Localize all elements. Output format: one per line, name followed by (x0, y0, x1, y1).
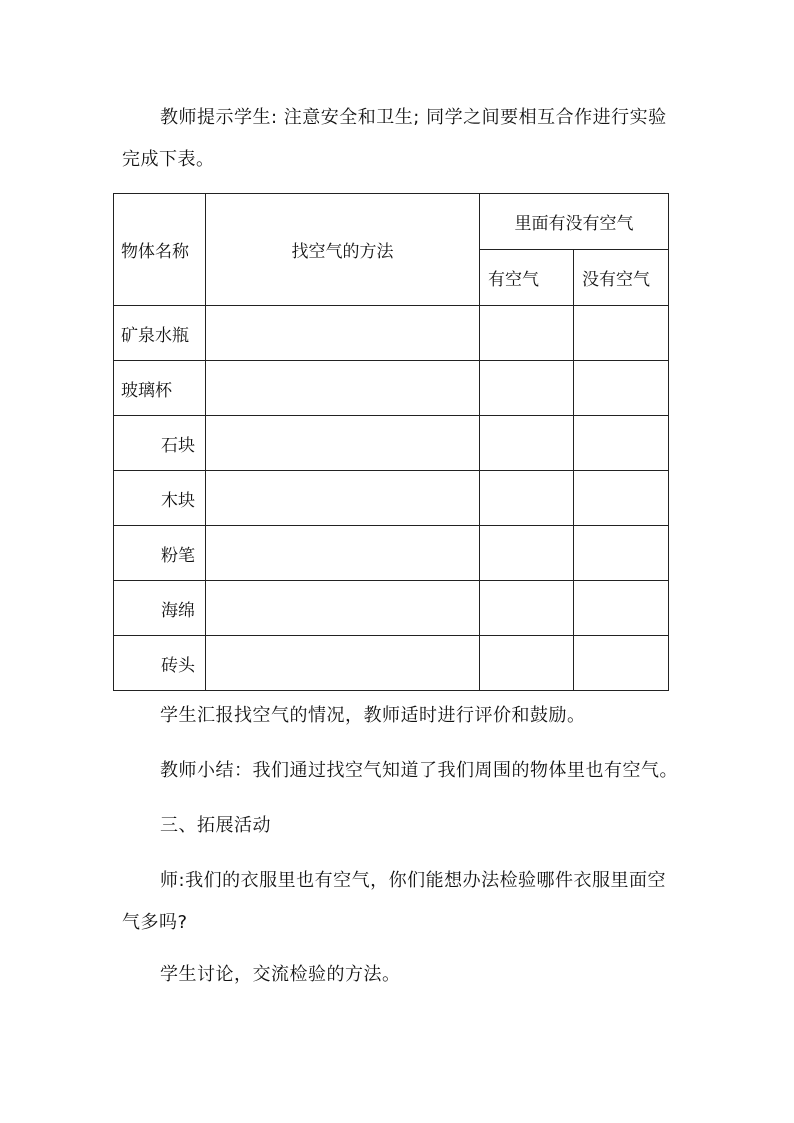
paragraph-teacher-summary: 教师小结：我们通过找空气知道了我们周围的物体里也有空气。 (160, 760, 678, 781)
table-row (114, 306, 669, 361)
no-air-cell (574, 361, 669, 416)
object-name-cell: 矿泉水瓶 (114, 306, 206, 361)
paragraph-student-report: 学生汇报找空气的情况，教师适时进行评价和鼓励。 (160, 705, 586, 726)
has-air-cell (480, 526, 574, 581)
header-has-air: 有空气 (480, 250, 574, 306)
no-air-cell (574, 636, 669, 691)
table-row (114, 581, 669, 636)
no-air-cell (574, 416, 669, 471)
header-method: 找空气的方法 (206, 194, 480, 306)
header-no-air: 没有空气 (574, 250, 669, 306)
paragraph-instructions-line1: 教师提示学生: 注意安全和卫生; 同学之间要相互合作进行实验 (160, 107, 667, 128)
table-row (114, 636, 669, 691)
header-air-inside: 里面有没有空气 (480, 194, 669, 250)
object-name-cell: 海绵 (114, 581, 206, 636)
object-name-cell: 木块 (114, 471, 206, 526)
section-heading-extension: 三、拓展活动 (160, 815, 271, 836)
method-cell (206, 306, 480, 361)
method-cell (206, 526, 480, 581)
no-air-cell (574, 526, 669, 581)
method-cell (206, 581, 480, 636)
object-name-cell: 石块 (114, 416, 206, 471)
no-air-cell (574, 581, 669, 636)
has-air-cell (480, 306, 574, 361)
has-air-cell (480, 471, 574, 526)
no-air-cell (574, 306, 669, 361)
has-air-cell (480, 361, 574, 416)
method-cell (206, 636, 480, 691)
object-name-cell: 玻璃杯 (114, 361, 206, 416)
table-row (114, 471, 669, 526)
paragraph-instructions-line2: 完成下表。 (122, 149, 215, 170)
paragraph-teacher-question-line1: 师:我们的衣服里也有空气，你们能想办法检验哪件衣服里面空 (160, 870, 667, 891)
paragraph-student-discussion: 学生讨论，交流检验的方法。 (160, 964, 401, 985)
table-row (114, 361, 669, 416)
has-air-cell (480, 581, 574, 636)
no-air-cell (574, 471, 669, 526)
object-name-cell: 砖头 (114, 636, 206, 691)
table-row (114, 526, 669, 581)
table-row (114, 416, 669, 471)
air-experiment-table (113, 193, 669, 691)
method-cell (206, 416, 480, 471)
header-object-name: 物体名称 (114, 194, 206, 306)
has-air-cell (480, 636, 574, 691)
method-cell (206, 361, 480, 416)
has-air-cell (480, 416, 574, 471)
object-name-cell: 粉笔 (114, 526, 206, 581)
paragraph-teacher-question-line2: 气多吗? (122, 912, 188, 933)
method-cell (206, 471, 480, 526)
